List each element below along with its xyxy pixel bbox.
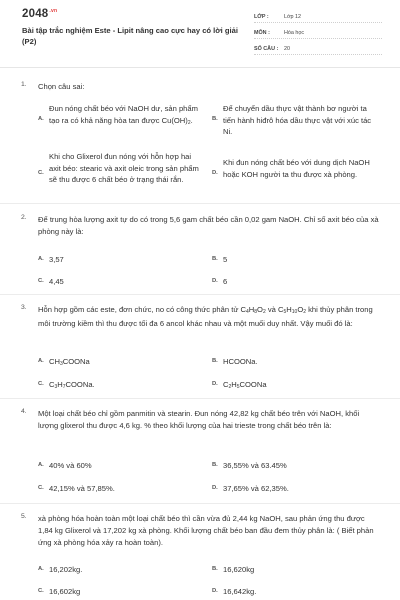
question-number: 5. — [21, 513, 27, 520]
meta-box — [254, 9, 382, 57]
question-text: Một loại chất béo chỉ gồm panmitin và stearin. Đun nóng 42,82 kg chất béo trên với NaOH, khối lượng glixerol thu được 4,6 kg. % theo khối lượng của hai trieste trong chất béo trên là: — [38, 409, 360, 430]
option-key: A. — [38, 462, 44, 468]
option-text: Để chuyển dầu thực vật thành bơ người ta tiến hành hiđrô hóa dầu thực vật với xúc tác Ni. — [223, 104, 372, 136]
option-key: C. — [38, 278, 44, 284]
meta-key: LỚP : — [254, 14, 269, 20]
option-key: D. — [212, 278, 218, 284]
option-text: 42,15% và 57,85%. — [49, 484, 115, 493]
option-key: B. — [212, 256, 218, 262]
option-key: A. — [38, 566, 44, 572]
logo-text: 2048 — [22, 8, 49, 20]
option-key: C. — [38, 381, 44, 387]
option-text: 37,65% và 62,35%. — [223, 484, 289, 493]
option-text: Đun nóng chất béo với NaOH dư, sản phẩm tạo ra có khả năng hòa tan được $Cu(OH)_2$. — [49, 104, 198, 126]
option-key: D. — [212, 381, 218, 387]
meta-row-count — [254, 41, 382, 55]
meta-row-subject — [254, 25, 382, 39]
option-text: 36,55% và 63.45% — [223, 461, 287, 470]
option-text: 4,45 — [49, 277, 64, 286]
option-key: A. — [38, 116, 44, 122]
question-divider — [0, 398, 400, 399]
option-text: $C_2H_5COONa$ — [223, 380, 267, 390]
header-divider — [0, 67, 400, 68]
option-key: D. — [212, 588, 218, 594]
question-divider — [0, 294, 400, 295]
option-key: C. — [38, 588, 44, 594]
page-header — [0, 0, 400, 60]
question-number: 4. — [21, 408, 27, 415]
question-number: 3. — [21, 304, 27, 311]
option-text: 16,620kg — [223, 565, 255, 574]
meta-key: MÔN : — [254, 30, 270, 36]
question-text: Chọn câu sai: — [38, 82, 85, 91]
option-text: $C_3H_7COONa$. — [49, 380, 95, 390]
question-text: Để trung hòa lượng axit tự do có trong 5,6 gam chất béo cần 0,02 gam NaOH. Chỉ số axit béo của xà phòng này là: — [38, 215, 379, 236]
option-key: C. — [38, 170, 44, 176]
option-text: $CH_3COONa$ — [49, 357, 90, 367]
option-text: HCOONa. — [223, 357, 258, 366]
option-key: A. — [38, 256, 44, 262]
option-key: B. — [212, 358, 218, 364]
option-key: B. — [212, 566, 218, 572]
option-key: D. — [212, 485, 218, 491]
meta-key: SỐ CÂU : — [254, 46, 279, 52]
logo-suffix: .vn — [49, 8, 58, 15]
option-key: D. — [212, 170, 218, 176]
option-key: B. — [212, 462, 218, 468]
option-text: 6 — [223, 277, 228, 286]
meta-value: Hóa học — [284, 30, 305, 36]
option-text: 5 — [223, 255, 228, 264]
question-divider — [0, 203, 400, 204]
option-key: C. — [38, 485, 44, 491]
question-number: 2. — [21, 214, 27, 221]
option-text: 16,602kg — [49, 587, 81, 596]
option-text: 16,642kg. — [223, 587, 257, 596]
site-logo[interactable] — [22, 8, 57, 20]
option-text: Khi đun nóng chất béo với dung dịch NaOH hoặc KOH người ta thu được xà phòng. — [223, 158, 370, 179]
question-divider — [0, 503, 400, 504]
option-key: A. — [38, 358, 44, 364]
meta-value: Lớp 12 — [284, 14, 302, 20]
option-key: B. — [212, 116, 218, 122]
question-text: xà phòng hóa hoàn toàn một loại chất béo thì cần vừa đủ 2,44 kg NaOH, sau phản ứng thu được 1,84 kg Glixerol và 17,202 kg xà phòng. Khối lượng chất béo ban đầu đem thủy phân là: ( Biết phản ứng xà phòng hóa xảy ra hoàn toàn). — [38, 514, 374, 547]
meta-value: 20 — [284, 46, 290, 52]
option-text: 40% và 60% — [49, 461, 92, 470]
option-text: 16,202kg. — [49, 565, 83, 574]
option-text: 3,57 — [49, 255, 64, 264]
question-text: Hỗn hợp gồm các este, đơn chức, no có công thức phân tử $C_4H_8O_2$ và $C_5H_{10}O_2$ khi thủy phân trong môi trường kiềm thì thu được tối đa 6 ancol khác nhau và một muối duy nhất. Vậy muối đó là: — [38, 305, 373, 328]
question-number: 1. — [21, 81, 27, 88]
option-text: Khi cho Glixerol đun nóng với hỗn hợp hai axit béo: stearic và axit oleic trong sản phẩm sẽ thu được 6 chất béo ở trạng thái rắn. — [49, 152, 199, 184]
meta-row-class — [254, 9, 382, 23]
document-title: Bài tập trắc nghiệm Este - Lipit nâng cao cực hay có lời giải (P2) — [22, 26, 238, 46]
